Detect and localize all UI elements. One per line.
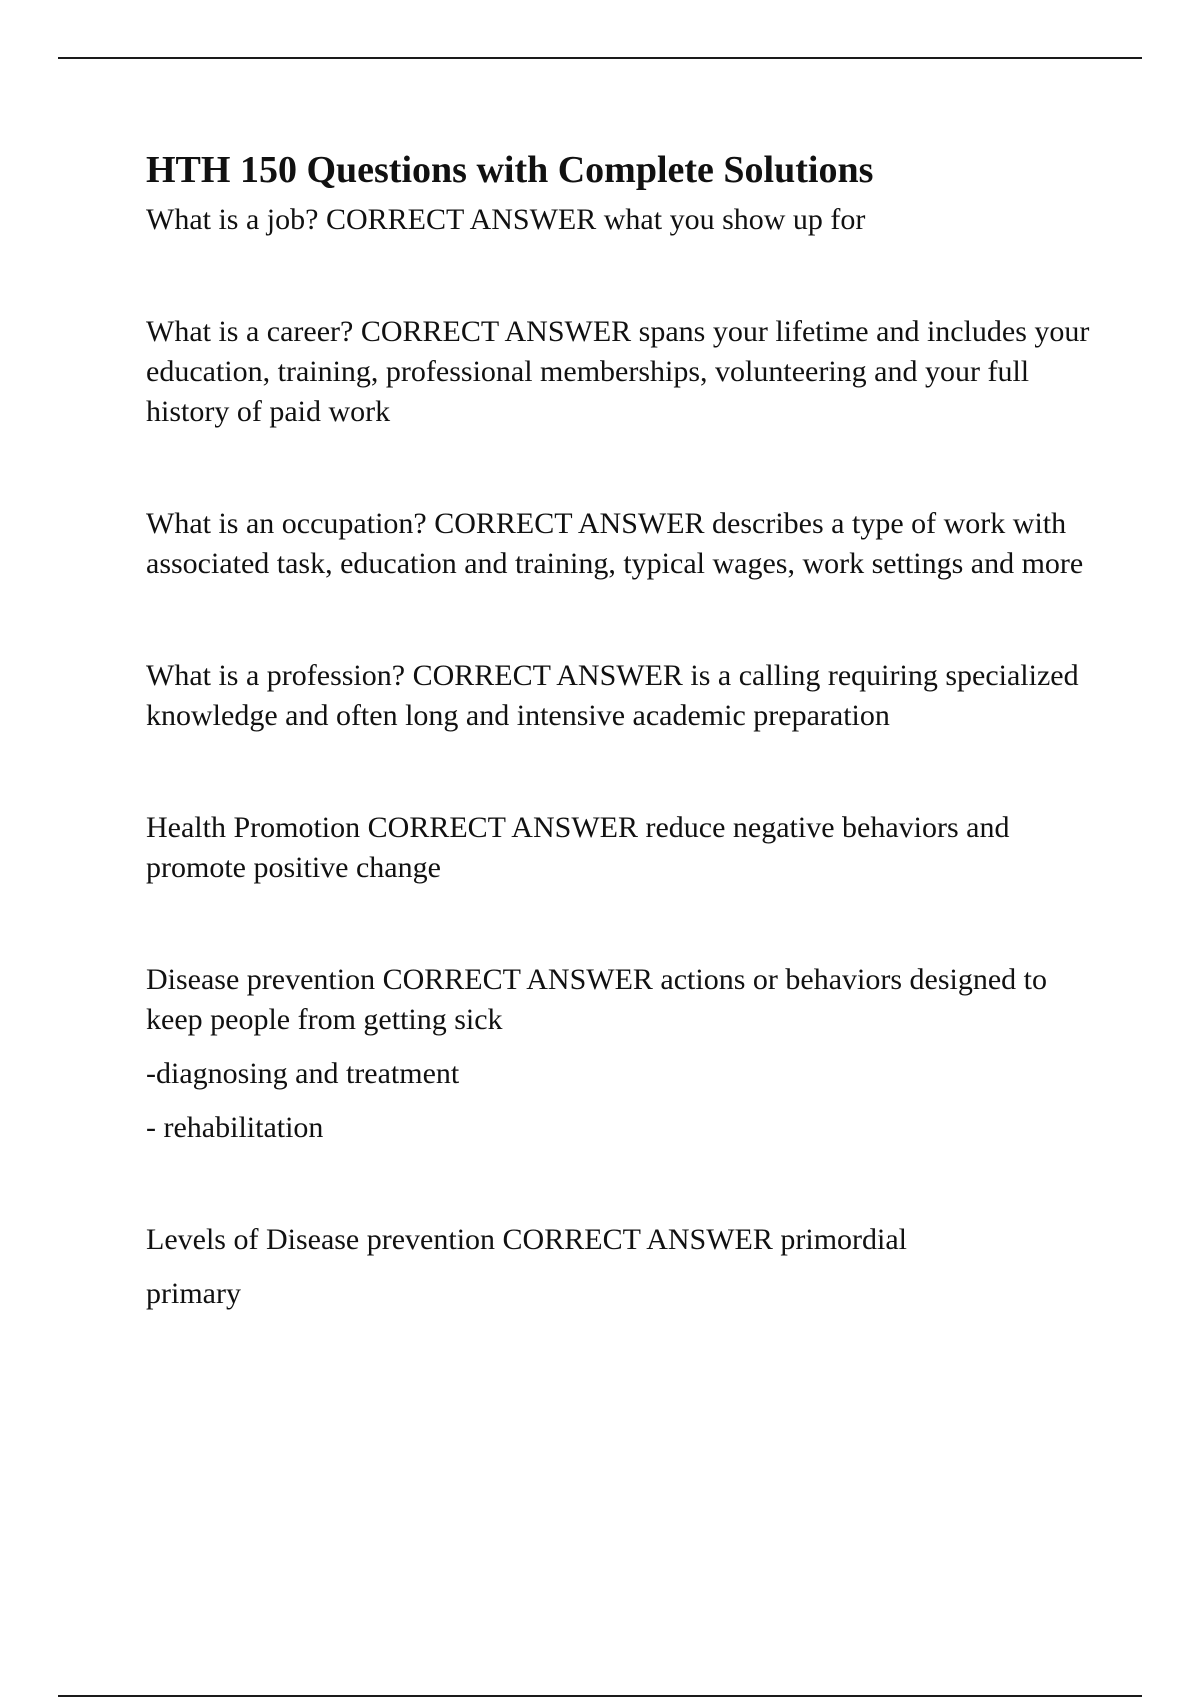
qa-entry-occupation	[146, 504, 1106, 584]
qa-text: Levels of Disease prevention CORRECT ANSWER primordial	[146, 1223, 908, 1256]
qa-text: What is a job? CORRECT ANSWER what you show up for	[146, 203, 866, 236]
qa-entry-levels-of-prevention	[146, 1220, 1106, 1314]
document-body	[146, 140, 1106, 1314]
qa-entry-career	[146, 312, 1106, 432]
qa-text: What is a career? CORRECT ANSWER spans your lifetime and includes your education, training, professional memberships, volunteering and your full history of paid work	[146, 315, 1090, 428]
qa-entry-profession	[146, 656, 1106, 736]
header-rule	[58, 57, 1142, 59]
qa-extra-line: - rehabilitation	[146, 1111, 324, 1144]
qa-text: What is a profession? CORRECT ANSWER is a calling requiring specialized knowledge and often long and intensive academic preparation	[146, 659, 1079, 732]
document-title: HTH 150 Questions with Complete Solutions	[146, 149, 874, 191]
qa-text: What is an occupation? CORRECT ANSWER describes a type of work with associated task, education and training, typical wages, work settings and more	[146, 507, 1084, 580]
qa-entry-job	[146, 200, 1106, 240]
qa-extra-line: -diagnosing and treatment	[146, 1057, 460, 1090]
qa-entry-disease-prevention	[146, 960, 1106, 1148]
qa-text: Health Promotion CORRECT ANSWER reduce negative behaviors and promote positive change	[146, 811, 1010, 884]
qa-text: Disease prevention CORRECT ANSWER actions or behaviors designed to keep people from getting sick	[146, 963, 1047, 1036]
qa-extra-line: primary	[146, 1277, 241, 1310]
footer-rule	[58, 1695, 1142, 1697]
qa-entry-health-promotion	[146, 808, 1106, 888]
